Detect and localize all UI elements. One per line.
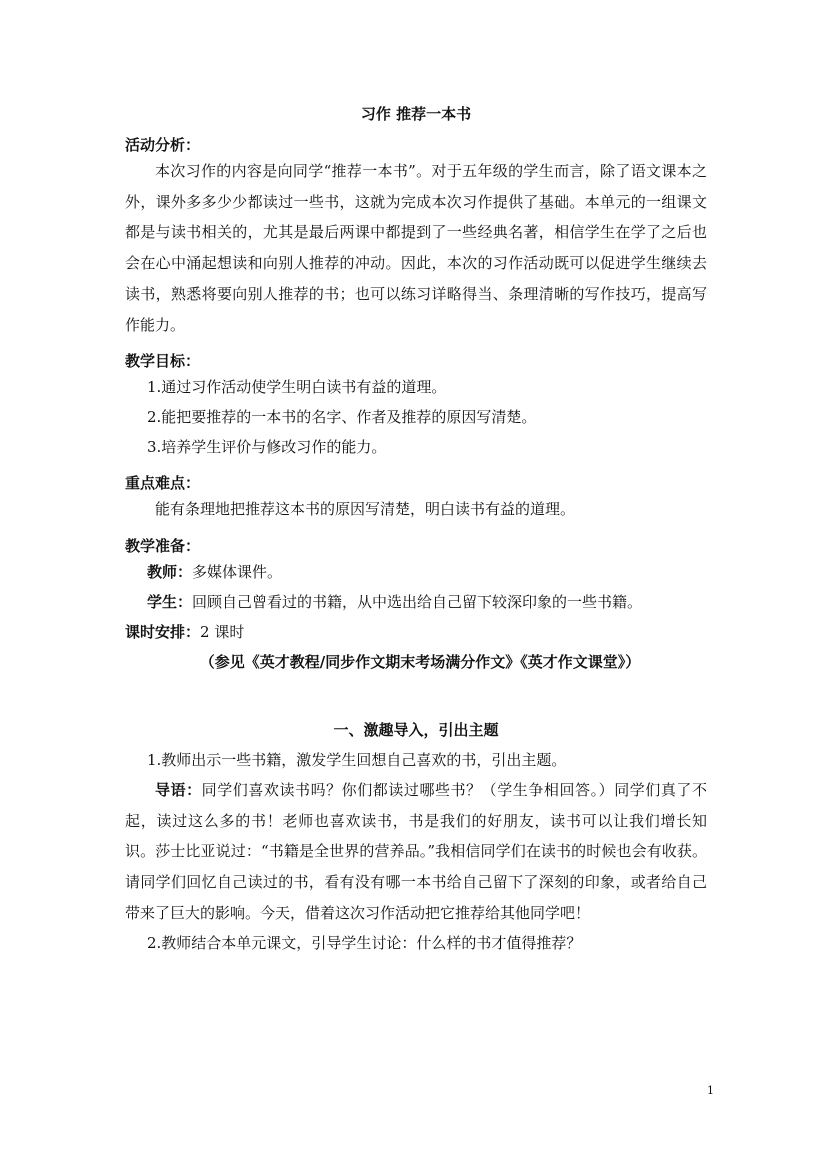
goal-item: 1.通过习作活动使学生明白读书有益的道理。 [147, 378, 447, 397]
goal-item: 2.能把要推荐的一本书的名字、作者及推荐的原因写清楚。 [147, 408, 537, 427]
document-title: 习作 推荐一本书 [360, 105, 472, 123]
guide-text: 同学们喜欢读书吗？你们都读过哪些书？（学生争相回答。）同学们真了不起，读过这么多的书！老师也喜欢读书，书是我们的好朋友，读书可以让我们增长知识。莎士比亚说过：“书籍是全世界的营养品。”我相信同学们在读书的时候也会有收获。请同学们回忆自己读过的书，看有没有哪一本书给自己留下了深刻的印象，或者给自己带来了巨大的影响。今天，借着这次习作活动把它推荐给其他同学吧！ [125, 780, 707, 922]
preparation-student [125, 587, 707, 617]
preparation-teacher [125, 557, 707, 587]
analysis-heading: 活动分析： [125, 136, 201, 154]
section-step: 1.教师出示一些书籍，激发学生回想自己喜欢的书，引出主题。 [147, 750, 567, 769]
section-title: 一、激趣导入，引出主题 [333, 720, 499, 739]
teacher-text: 多媒体课件。 [192, 562, 283, 581]
page-number: 1 [707, 1084, 714, 1097]
student-text: 回顾自己曾看过的书籍，从中选出给自己留下较深印象的一些书籍。 [192, 592, 643, 611]
student-label: 学生： [147, 592, 193, 611]
schedule-line [125, 617, 707, 647]
guide-label: 导语： [155, 780, 202, 799]
teacher-label: 教师： [147, 562, 193, 581]
preparation-heading: 教学准备： [125, 536, 201, 555]
goal-item: 3.培养学生评价与修改习作的能力。 [147, 438, 387, 457]
schedule-label: 课时安排： [125, 622, 201, 641]
goals-heading: 教学目标： [125, 352, 201, 371]
key-points-paragraph: 能有条理地把推荐这本书的原因写清楚，明白读书有益的道理。 [155, 500, 576, 519]
section-step: 2.教师结合本单元课文，引导学生讨论：什么样的书才值得推荐？ [147, 934, 582, 953]
reference-note: （参见《英才教程/同步作文期末考场满分作文》《英才作文课堂》） [199, 652, 641, 671]
key-points-heading: 重点难点： [125, 474, 201, 493]
schedule-text: 2 课时 [200, 622, 245, 641]
guide-paragraph [125, 775, 707, 929]
analysis-paragraph: 本次习作的内容是向同学“推荐一本书”。对于五年级的学生而言，除了语文课本之外，课外多多少少都读过一些书，这就为完成本次习作提供了基础。本单元的一组课文都是与读书相关的，尤其是最后两课中都提到了一些经典名著，相信学生在学了之后也会在心中涌起想读和向别人推荐的冲动。因此，本次的习作活动既可以促进学生继续去读书，熟悉将要向别人推荐的书；也可以练习详略得当、条理清晰的写作技巧，提高写作能力。 [125, 162, 707, 334]
document-body [125, 100, 707, 958]
